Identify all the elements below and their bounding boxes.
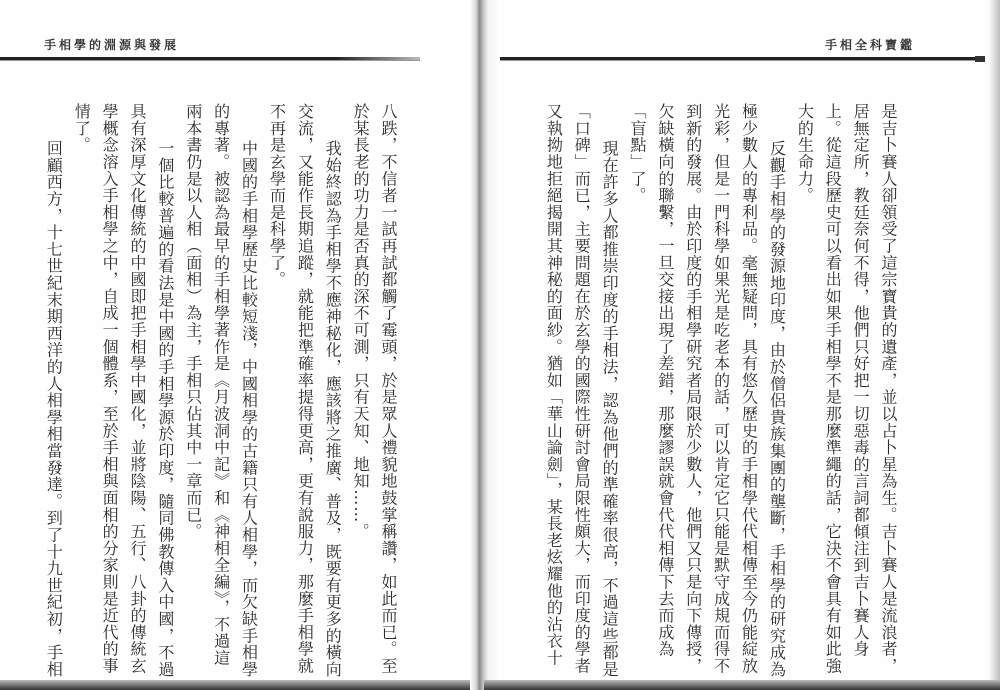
text-column: 居無定所，教廷奈何不得，他們只好把一切惡毒的言詞都傾注到吉卜賽人身 <box>851 103 871 658</box>
text-column: 的專著。被認為最早的手相學著作是《月波洞中記》和《神相全編》，不過這 <box>211 103 231 667</box>
left-page-body <box>39 103 402 678</box>
book-gutter <box>470 0 500 690</box>
text-column: 我始終認為手相學不應神秘化，應該將之推廣、普及，既要有更多的橫向 <box>323 140 343 678</box>
text-column: 光彩，但是一門科學如果光是吃老本的話，可以肯定它只能是默守成規而得不 <box>711 103 731 675</box>
text-column: 是吉卜賽人卻領受了這宗寶貴的遺產，並以占卜星為生。吉卜賽人是流浪者， <box>879 103 898 675</box>
page-edge <box>988 0 1000 690</box>
text-column: 具有深厚文化傳統的中國即把手相學中國化，並將陰陽、五行、八卦的傳統玄 <box>127 103 147 675</box>
header-rule-left <box>0 57 420 61</box>
text-column: 不再是玄學而是科學了。 <box>267 103 287 288</box>
text-column: 反觀手相學的發源地印度，由於僧侶貴族集團的壟斷，手相學的研究成為 <box>767 140 787 678</box>
text-column: 「口碑」而已，主要問題在於玄學的國際性研討會局限性頗大，而印度的學者 <box>572 103 592 675</box>
text-column: 交流，又能作長期追蹤，就能把準確率提得更高，更有說服力，那麼手相學就 <box>295 103 315 675</box>
text-column: 上。從這段歷史可以看出如果手相學不是那麼準繩的話，它決不會具有如此強 <box>823 103 843 675</box>
bottom-edge-left <box>0 680 470 690</box>
text-column: 中國的手相學歷史比較短淺，中國相學的古籍只有人相學，而欠缺手相學 <box>239 140 259 678</box>
text-column: 大的生命力。 <box>795 103 815 204</box>
right-page-body <box>539 103 902 678</box>
text-column: 極少數人的專利品。毫無疑問，具有悠久歷史的手相學代代相傳至今仍能綻放 <box>739 103 759 675</box>
right-running-head: 手相全科寶鑑 <box>825 38 916 52</box>
text-column: 兩本書仍是以人相（面相）為主，手相只佔其中一章而已。 <box>183 103 203 540</box>
text-column: 於某長老的功力是否真的深不可測，只有天知、地知……。 <box>351 103 371 540</box>
text-column: 回顧西方，十七世紀末期西洋的人相學相當發達。到了十九世紀初，手相 <box>44 140 64 678</box>
left-running-head: 手相學的淵源與發展 <box>44 38 180 52</box>
text-column: 學概念溶入手相學之中，自成一個體系，至於手相與面相的分家則是近代的事 <box>100 103 120 675</box>
text-column: 一個比較普遍的看法是中國的手相學源於印度，隨同佛教傳入中國，不過 <box>155 140 175 678</box>
header-rule-right <box>500 57 980 61</box>
text-column: 欠缺橫向的聯繫，一旦交接出現了差錯，那麼謬誤就會代代相傳下去而成為 <box>655 103 675 658</box>
text-column: 到新的發展。由於印度的手相學研究者局限於少數人，他們又只是向下傳授， <box>683 103 703 675</box>
bottom-edge-right <box>484 680 1000 690</box>
text-column: 「盲點」了。 <box>627 103 647 204</box>
header-rule-end-mark <box>975 56 985 62</box>
text-column: 又執拗地拒絕揭開其神秘的面紗。猶如「華山論劍」，某長老炫耀他的沾衣十 <box>544 103 564 667</box>
text-column: 現在許多人都推崇印度的手相法，認為他們的準確率很高，不過這些都是 <box>600 140 620 678</box>
text-column: 情了。 <box>72 103 92 154</box>
text-column: 八跌，不信者一試再試都觸了霉頭，於是眾人禮貌地鼓掌稱讚，如此而已。至 <box>379 103 398 675</box>
